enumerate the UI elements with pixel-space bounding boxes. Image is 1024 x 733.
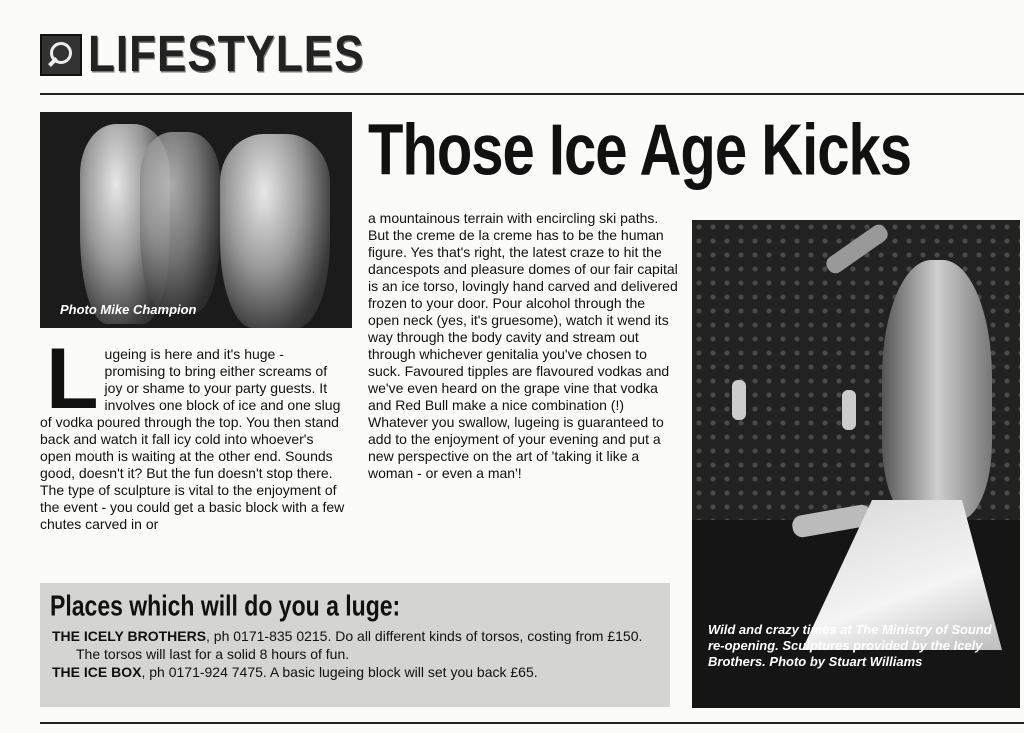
places-infobox (40, 583, 670, 707)
business-details: , ph 0171-835 0215. Do all different kinds of torsos, costing from £150. The torsos will last for a solid 8 hours of fun. (76, 628, 643, 662)
business-name: THE ICE BOX (52, 664, 142, 680)
photo-credit: Photo Mike Champion (60, 302, 197, 317)
article-text: ugeing is here and it's huge - promising to bring either screams of joy or shame to your party guests. It involves one block of ice and one slug of vodka poured through the top. You then stand back and watch it fall icy cold into whoever's open mouth is waiting at the other end. Sounds good, doesn't it? But the fun doesn't stop there. The type of sculpture is vital to the enjoyment of the event - you could get a basic block with a few chutes carved in or (40, 346, 345, 532)
list-item (52, 627, 664, 663)
club-photo (692, 220, 1020, 708)
torso-sculptures-photo (40, 112, 352, 328)
background-figure (842, 390, 856, 430)
ice-torso-figure (140, 132, 220, 312)
background-figure (732, 380, 746, 420)
infobox-title: Places which will do you a luge: (50, 589, 401, 622)
bottom-divider (40, 722, 1024, 724)
article-column-middle (368, 210, 678, 482)
article-column-left (40, 331, 346, 533)
drop-cap: L (46, 331, 99, 427)
section-header (40, 26, 365, 83)
photo-caption: Wild and crazy times at The Ministry of Sound re-opening. Sculptures provided by the Icely Brothers. Photo by Stuart Williams (708, 622, 992, 669)
business-details: , ph 0171-924 7475. A basic lugeing block will set you back £65. (141, 664, 538, 680)
ice-sculpture-figure (882, 260, 992, 520)
business-name: THE ICELY BROTHERS (52, 628, 207, 644)
infobox-entries (52, 627, 664, 681)
article-text: a mountainous terrain with encircling ski paths. But the creme de la creme has to be the human figure. Yes that's right, the latest craze to hit the dancespots and pleasure domes of our fair capital is an ice torso, lovingly hand carved and delivered frozen to your door. Pour alcohol through the open neck (yes, it's gruesome), watch it wend its way through the body cavity and stream out through whichever genitalia you've chosen to suck. Favoured tipples are flavoured vodkas and we've even heard on the grape vine that vodka and Red Bull make a nice combination (!) Whatever you swallow, lugeing is guaranteed to add to the enjoyment of your evening and put a new perspective on the art of 'taking it like a woman - or even a man'! (368, 210, 678, 481)
top-divider (40, 93, 1024, 95)
list-item (52, 663, 664, 681)
ice-torso-figure (220, 134, 330, 328)
section-title: LIFESTYLES (88, 26, 365, 83)
headline: Those Ice Age Kicks (368, 109, 911, 191)
magnifier-icon (40, 34, 82, 76)
